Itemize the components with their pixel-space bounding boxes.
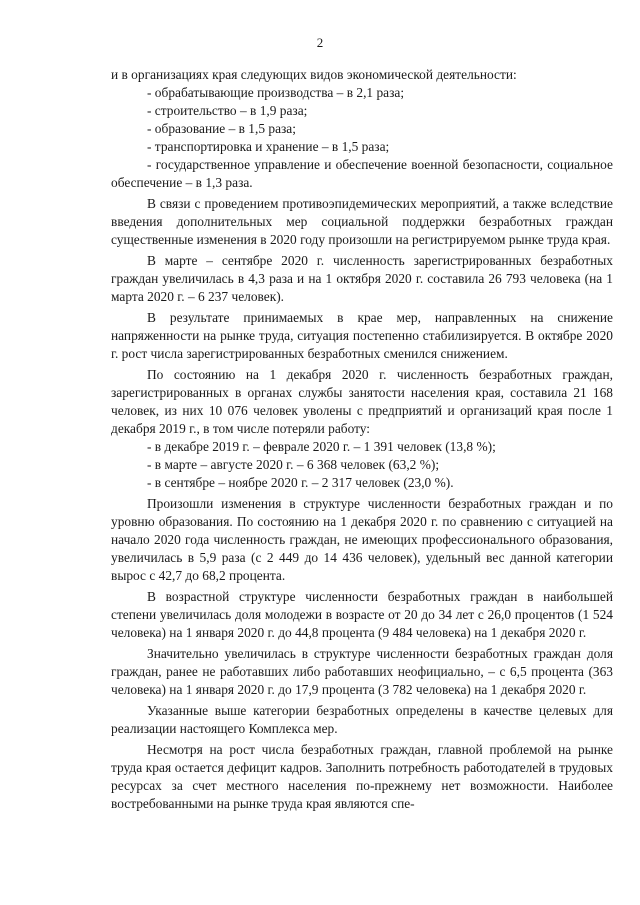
list-item: - в марте – августе 2020 г. – 6 368 человек (63,2 %); [147,457,440,472]
page-number: 2 [316,35,324,50]
paragraph: По состоянию на 1 декабря 2020 г. численность безработных граждан, зарегистрированных в органах службы занятости населения края, составила 21 168 человек, из них 10 076 человек уволены с предприятий и организаций края после 1 декабря 2019 г., в том числе потеряли работу: [111,367,613,436]
paragraph: В возрастной структуре численности безработных граждан в наибольшей степени увеличилась доля молодежи в возрасте от 20 до 34 лет с 26,0 процентов (1 524 человека) на 1 января 2020 г. до 44,8 процента (9 484 человека) на 1 декабря 2020 г. [111,589,613,640]
paragraph: В марте – сентябре 2020 г. численность зарегистрированных безработных граждан увеличилась в 4,3 раза и на 1 октября 2020 г. составила 26 793 человека (на 1 марта 2020 г. – 6 237 человек). [111,253,613,304]
paragraph: В связи с проведением противоэпидемических мероприятий, а также вследствие введения дополнительных мер социальной поддержки безработных граждан существенные изменения в 2020 году произошли на регистрируемом рынке труда края. [111,196,613,247]
list-item: - в сентябре – ноябре 2020 г. – 2 317 человек (23,0 %). [147,475,454,490]
list-item: - транспортировка и хранение – в 1,5 раза; [147,139,390,154]
paragraph: Указанные выше категории безработных определены в качестве целевых для реализации настоящего Комплекса мер. [111,703,613,736]
paragraph: Значительно увеличилась в структуре численности безработных граждан доля граждан, ранее не работавших либо работавших неофициально, – с 6,5 процента (363 человека) на 1 января 2020 г. до 17,9 процента (3 782 человека) на 1 декабря 2020 г. [111,646,613,697]
list-item: - обрабатывающие производства – в 2,1 раза; [147,85,405,100]
paragraph: и в организациях края следующих видов экономической деятельности: [111,67,517,82]
document-body [111,66,613,813]
list-item: - образование – в 1,5 раза; [147,121,296,136]
list-item: - в декабре 2019 г. – феврале 2020 г. – 1 391 человек (13,8 %); [147,439,496,454]
paragraph: Несмотря на рост числа безработных граждан, главной проблемой на рынке труда края остается дефицит кадров. Заполнить потребность работодателей в трудовых ресурсах за счет местного населения по-прежнему нет возможности. Наиболее востребованными на рынке труда края являются спе- [111,742,613,811]
paragraph: Произошли изменения в структуре численности безработных граждан и по уровню образования. По состоянию на 1 декабря 2020 г. по сравнению с ситуацией на начало 2020 года численность граждан, не имеющих профессионального образования, увеличилась в 5,9 раза (с 2 449 до 14 436 человек), удельный вес данной категории вырос с 42,7 до 68,2 процента. [111,496,613,583]
list-item: - строительство – в 1,9 раза; [147,103,308,118]
paragraph: - государственное управление и обеспечение военной безопасности, социальное обеспечение – в 1,3 раза. [111,157,613,190]
paragraph: В результате принимаемых в крае мер, направленных на снижение напряженности на рынке труда, ситуация постепенно стабилизируется. В октябре 2020 г. рост числа зарегистрированных безработных сменился снижением. [111,310,613,361]
